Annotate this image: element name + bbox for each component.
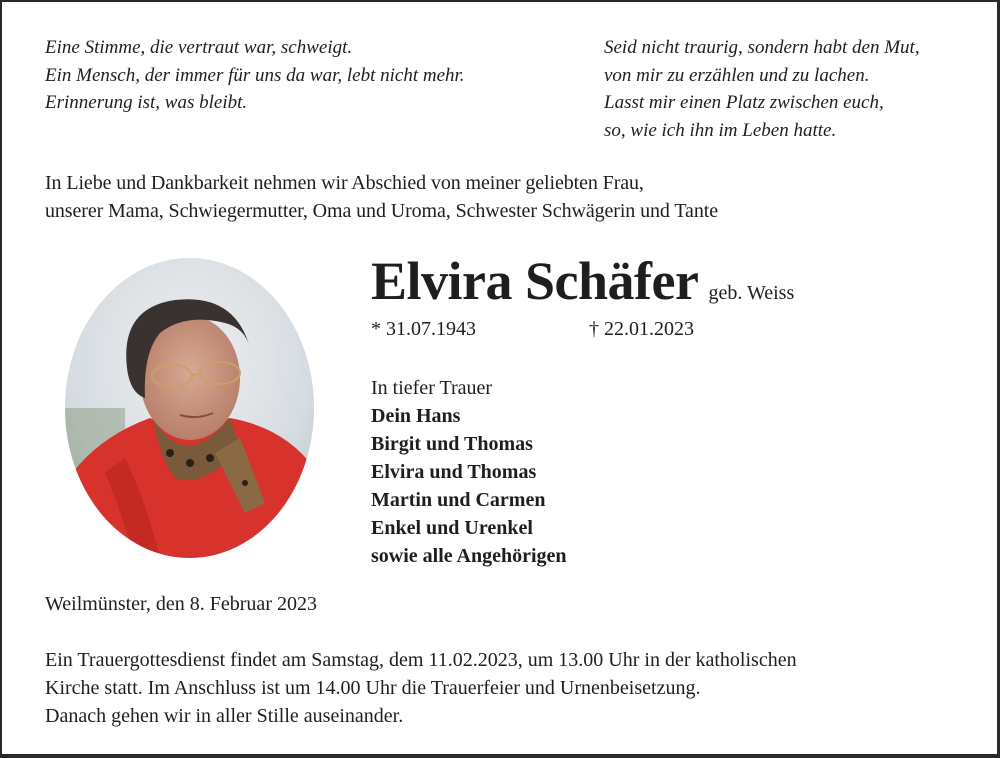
service-line: Ein Trauergottesdienst findet am Samstag, dem 11.02.2023, um 13.00 Uhr in der katholischen xyxy=(45,649,797,671)
death-date: † 22.01.2023 xyxy=(589,318,694,340)
place-date: Weilmünster, den 8. Februar 2023 xyxy=(45,593,317,615)
intro-text xyxy=(45,169,718,225)
mourner-name: Enkel und Urenkel xyxy=(371,517,533,539)
deceased-name-line xyxy=(371,250,794,312)
intro-line: In Liebe und Dankbarkeit nehmen wir Abschied von meiner geliebten Frau, xyxy=(45,172,644,194)
poem-right-line: Seid nicht traurig, sondern habt den Mut, xyxy=(604,37,920,58)
service-line: Danach gehen wir in aller Stille auseinander. xyxy=(45,705,404,727)
mourner-name: Elvira und Thomas xyxy=(371,461,537,483)
mourner-name: Birgit und Thomas xyxy=(371,433,533,455)
poem-right-line: so, wie ich ihn im Leben hatte. xyxy=(604,119,837,141)
maiden-name: geb. Weiss xyxy=(708,282,795,304)
mourner-name: Dein Hans xyxy=(371,405,461,427)
birth-date: * 31.07.1943 xyxy=(371,318,476,340)
deceased-name: Elvira Schäfer xyxy=(371,251,699,311)
poem-right-line: Lasst mir einen Platz zwischen euch, xyxy=(604,92,884,113)
poem-left xyxy=(45,34,465,117)
poem-right xyxy=(604,34,920,144)
mourners-heading: In tiefer Trauer xyxy=(371,377,493,399)
service-line: Kirche statt. Im Anschluss ist um 14.00 Uhr die Trauerfeier und Urnenbeisetzung. xyxy=(45,677,701,699)
mourner-name: Martin und Carmen xyxy=(371,489,546,511)
service-info xyxy=(45,646,797,730)
intro-line: unserer Mama, Schwiegermutter, Oma und Uroma, Schwester Schwägerin und Tante xyxy=(45,200,718,222)
poem-left-line: Erinnerung ist, was bleibt. xyxy=(45,92,248,113)
poem-left-line: Eine Stimme, die vertraut war, schweigt. xyxy=(45,37,353,58)
portrait-photo xyxy=(65,258,314,558)
mourners-list xyxy=(371,374,567,570)
poem-left-line: Ein Mensch, der immer für uns da war, lebt nicht mehr. xyxy=(45,64,465,86)
mourner-name: sowie alle Angehörigen xyxy=(371,545,567,567)
portrait-icon xyxy=(65,258,314,558)
poem-right-line: von mir zu erzählen und zu lachen. xyxy=(604,64,870,86)
